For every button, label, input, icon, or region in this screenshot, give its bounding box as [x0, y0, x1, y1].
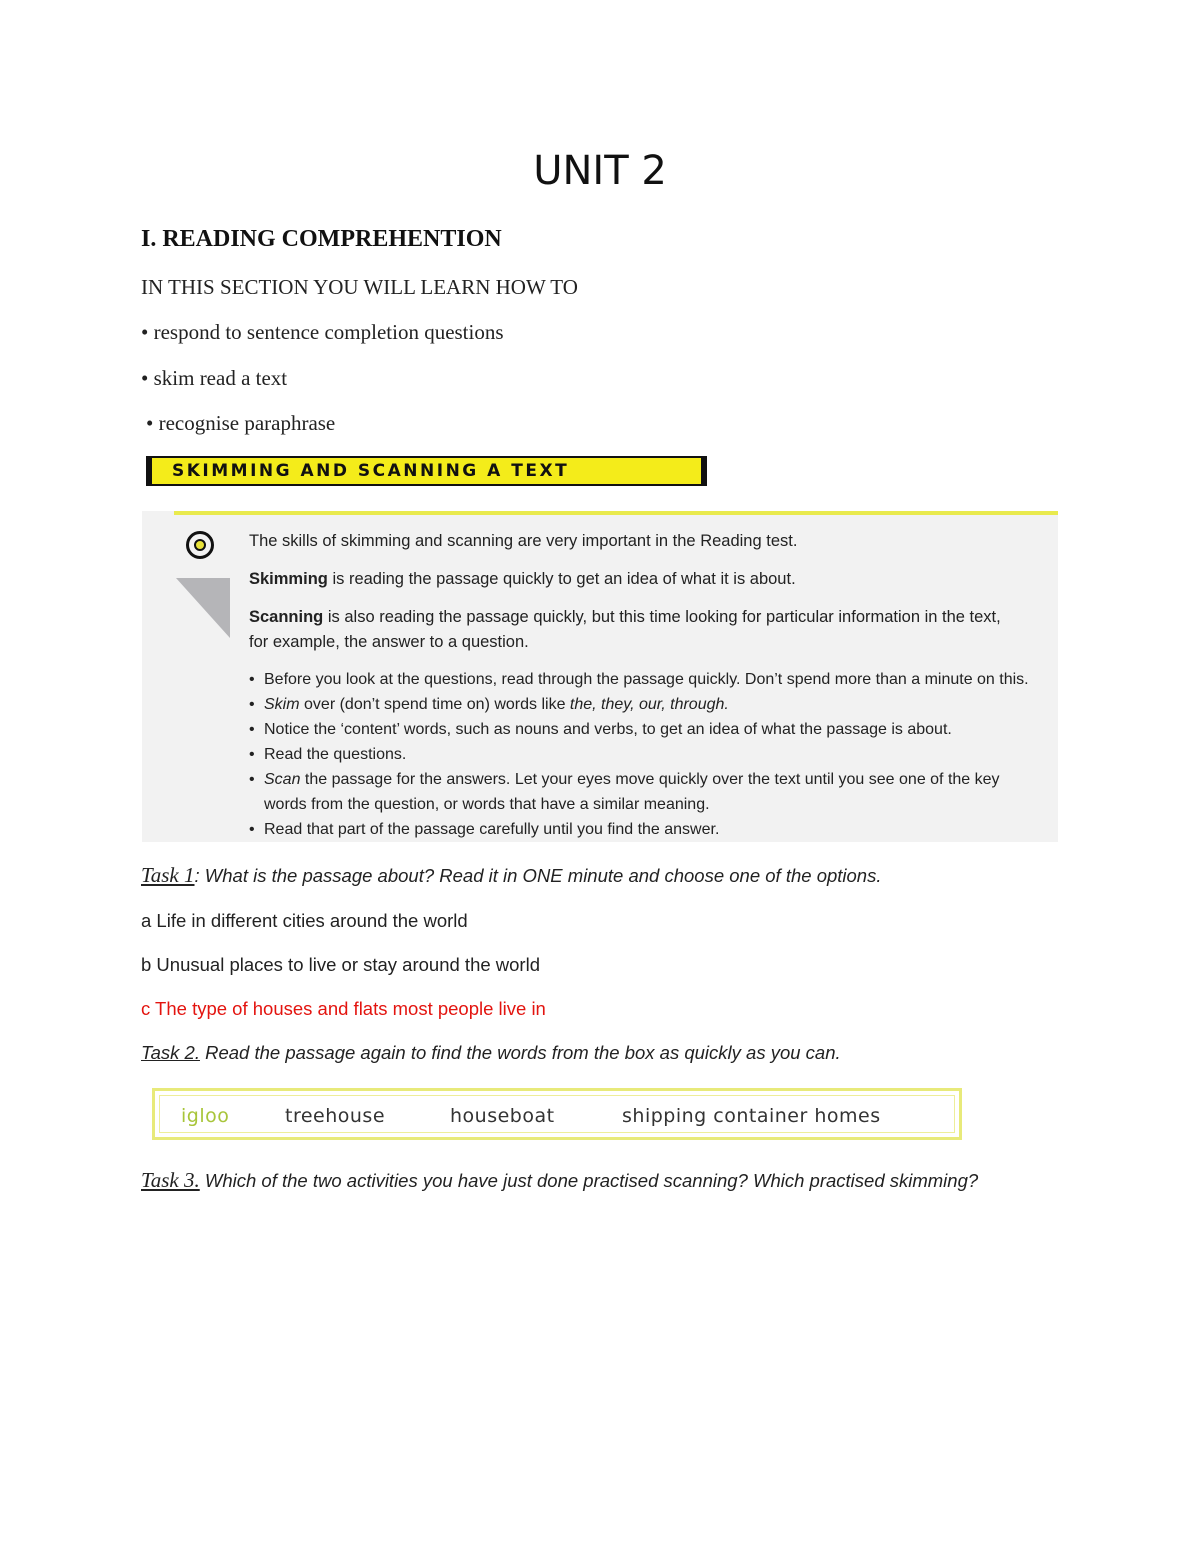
task-1-option-a: a Life in different cities around the world: [141, 910, 468, 931]
info-scanning: Scanning is also reading the passage quickly, but this time looking for particular information in the text,: [249, 608, 1001, 626]
task-1-option-c: c The type of houses and flats most people live in: [141, 998, 546, 1019]
page-title: UNIT 2: [533, 148, 667, 194]
word-treehouse: treehouse: [285, 1105, 386, 1127]
learn-item: • respond to sentence completion questions: [141, 320, 504, 344]
word-igloo: igloo: [181, 1105, 230, 1127]
learn-intro: IN THIS SECTION YOU WILL LEARN HOW TO: [141, 275, 578, 299]
task-1-prompt: Task 1: What is the passage about? Read it in ONE minute and choose one of the options.: [141, 863, 882, 887]
info-scanning-cont: for example, the answer to a question.: [249, 633, 529, 651]
word-shipping-container-homes: shipping container homes: [622, 1105, 881, 1127]
skimming-scanning-banner: SKIMMING AND SCANNING A TEXT: [146, 456, 707, 486]
info-skimming: Skimming is reading the passage quickly to get an idea of what it is about.: [249, 570, 796, 588]
info-intro: The skills of skimming and scanning are very important in the Reading test.: [249, 532, 798, 550]
corner-triangle-icon: [176, 578, 230, 638]
yellow-rule: [174, 511, 1058, 515]
target-icon: [186, 531, 214, 559]
skills-info-box: The skills of skimming and scanning are very important in the Reading test. Skimming is reading the passage quickly to get an idea of what it is about. Scanning is also reading the passage quickly, but this time looking for particular information in the text, for example, the answer to a question. • Before you look at the questions, read through the passage quickly. Don’t spend more than a minute on this. • Skim over (don’t spend time on) words like the, they, our, through. • Notice the ‘content’ words, such as nouns and verbs, to get an idea of what the passage is about. • Read the questions. • Scan the passage for the answers. Let your eyes move quickly over the text until you see one of the key words from the question, or words that have a similar meaning. • Read that part of the passage carefully until you find the answer.: [142, 511, 1058, 842]
learn-item: • recognise paraphrase: [146, 411, 336, 435]
section-heading: I. READING COMPREHENTION: [141, 226, 502, 252]
word-houseboat: houseboat: [450, 1105, 555, 1127]
task-3-prompt: Task 3. Which of the two activities you have just done practised scanning? Which practised skimming?: [141, 1168, 979, 1192]
task-2-prompt: Task 2. Read the passage again to find the words from the box as quickly as you can.: [141, 1042, 841, 1063]
task-1-option-b: b Unusual places to live or stay around the world: [141, 954, 540, 975]
word-box: [152, 1088, 962, 1140]
learn-item: • skim read a text: [141, 366, 288, 390]
